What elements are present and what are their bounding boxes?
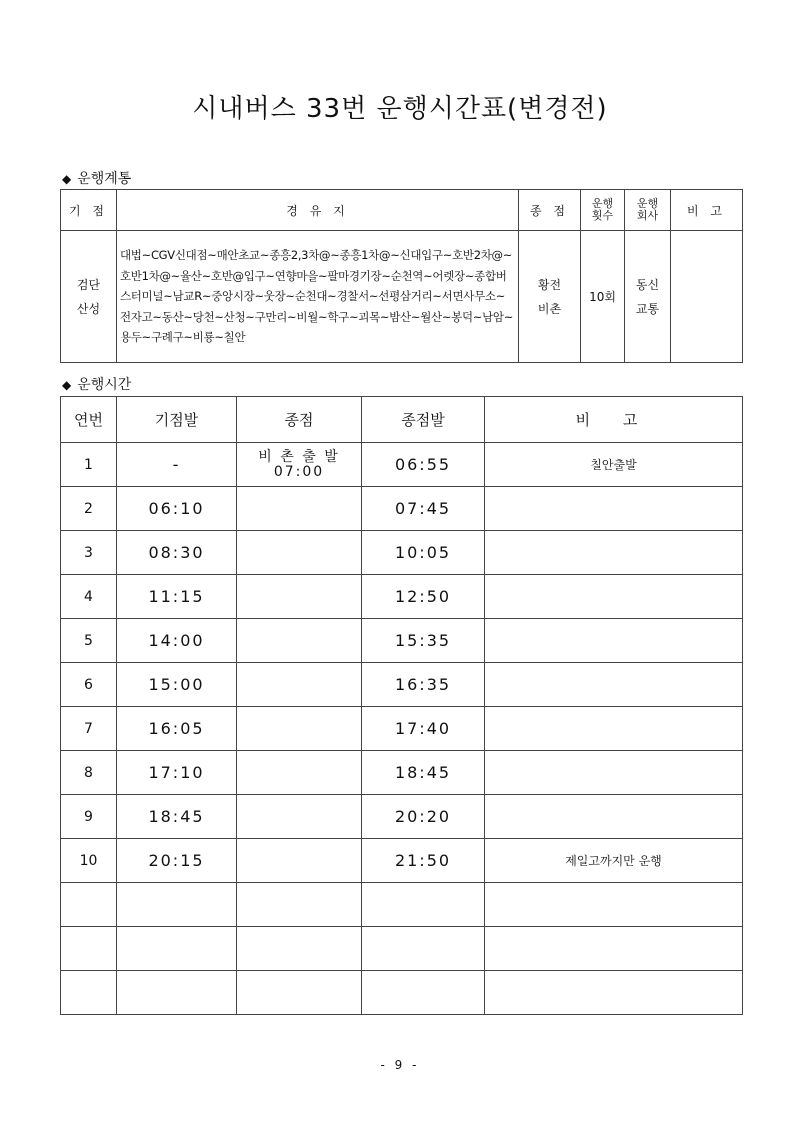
table-row <box>61 971 743 1015</box>
table-row <box>61 575 743 619</box>
row-number-cell: 4 <box>61 575 117 619</box>
note-cell <box>485 707 743 751</box>
table-row <box>61 751 743 795</box>
terminus-cell <box>237 927 362 971</box>
row-number-cell: 2 <box>61 487 117 531</box>
header-terminus: 종 점 <box>519 190 581 231</box>
row-number-cell: 3 <box>61 531 117 575</box>
terminus-cell <box>237 619 362 663</box>
note-cell <box>485 751 743 795</box>
table-row <box>61 443 743 487</box>
terminus-depart-time-cell: 18:45 <box>362 751 485 795</box>
terminus-cell <box>237 707 362 751</box>
diamond-bullet-icon: ◆ <box>62 378 72 392</box>
row-number-cell: 1 <box>61 443 117 487</box>
header-terminus: 종점 <box>237 397 362 443</box>
terminus-cell <box>237 663 362 707</box>
note-cell <box>485 531 743 575</box>
route-header-row <box>61 190 743 231</box>
depart-time-cell: 16:05 <box>117 707 237 751</box>
terminus-depart-time-cell: 16:35 <box>362 663 485 707</box>
table-row <box>61 927 743 971</box>
terminus-depart-time-cell: 17:40 <box>362 707 485 751</box>
terminus-cell <box>237 531 362 575</box>
table-row <box>61 619 743 663</box>
header-runs: 운행 횟수 <box>581 190 625 231</box>
row-number-cell: 7 <box>61 707 117 751</box>
header-company: 운행 회사 <box>625 190 671 231</box>
note-cell <box>485 971 743 1015</box>
terminus-depart-time-cell: 20:20 <box>362 795 485 839</box>
schedule-table <box>60 396 743 1015</box>
schedule-body <box>61 443 743 1015</box>
depart-time-cell: 06:10 <box>117 487 237 531</box>
terminus-cell <box>237 971 362 1015</box>
terminus-cell: 비 촌 출 발 07:00 <box>237 443 362 487</box>
note-cell <box>485 663 743 707</box>
company-line: 교통 <box>635 301 660 316</box>
header-origin: 기 점 <box>61 190 117 231</box>
origin-cell <box>61 231 117 363</box>
table-row <box>61 707 743 751</box>
table-row <box>61 795 743 839</box>
terminus-depart-time-cell: 21:50 <box>362 839 485 883</box>
depart-time-cell: 20:15 <box>117 839 237 883</box>
terminus-depart-time-cell <box>362 927 485 971</box>
terminus-line: 비촌 <box>537 301 562 316</box>
terminus-cell <box>237 839 362 883</box>
origin-line: 산성 <box>76 301 101 316</box>
route-section-heading <box>62 168 131 188</box>
route-section-label: 운행계통 <box>77 171 132 187</box>
terminus-line: 황전 <box>537 277 562 292</box>
terminus-depart-time-cell: 15:35 <box>362 619 485 663</box>
terminus-depart-time-cell: 12:50 <box>362 575 485 619</box>
schedule-section-label: 운행시간 <box>77 377 132 393</box>
runs-cell: 10회 <box>581 231 625 363</box>
table-row <box>61 531 743 575</box>
depart-time-cell <box>117 927 237 971</box>
note-cell <box>485 795 743 839</box>
header-terminus-depart: 종점발 <box>362 397 485 443</box>
terminus-depart-time-cell <box>362 883 485 927</box>
row-number-cell <box>61 971 117 1015</box>
table-row <box>61 487 743 531</box>
via-stops-cell: 대법~CGV신대점~매안초교~종흥2,3차@~종흥1차@~신대입구~호반2차@~호반1차@~율산~호반@입구~연향마을~팔마경기장~순천역~어렛장~종합버스터미널~남교R~중앙시장~웃장~순천대~경찰서~선평삼거리~서면사무소~전자고~동산~당천~산청~구만리~비월~학구~괴목~밤산~월산~봉덕~남암~용두~구례구~비룡~칠안 <box>117 231 519 363</box>
page-title: 시내버스 33번 운행시간표(변경전) <box>192 94 608 124</box>
depart-time-cell <box>117 971 237 1015</box>
depart-time-cell: 08:30 <box>117 531 237 575</box>
header-note: 비 고 <box>485 397 743 443</box>
row-number-cell <box>61 927 117 971</box>
depart-time-cell <box>117 883 237 927</box>
note-cell: 제일고까지만 운행 <box>485 839 743 883</box>
note-cell <box>485 487 743 531</box>
page-number: - 9 - <box>380 1058 420 1072</box>
diamond-bullet-icon: ◆ <box>62 172 72 186</box>
note-cell <box>485 575 743 619</box>
terminus-cell <box>519 231 581 363</box>
row-number-cell <box>61 883 117 927</box>
schedule-section-heading <box>62 374 131 394</box>
header-no: 연번 <box>61 397 117 443</box>
origin-line: 검단 <box>76 277 101 292</box>
terminus-depart-time-cell: 10:05 <box>362 531 485 575</box>
terminus-depart-time-cell: 06:55 <box>362 443 485 487</box>
depart-time-cell: 18:45 <box>117 795 237 839</box>
terminus-cell <box>237 751 362 795</box>
depart-time-cell: - <box>117 443 237 487</box>
company-line: 동신 <box>635 277 660 292</box>
table-row <box>61 663 743 707</box>
row-number-cell: 6 <box>61 663 117 707</box>
header-depart: 기점발 <box>117 397 237 443</box>
company-cell <box>625 231 671 363</box>
row-number-cell: 9 <box>61 795 117 839</box>
depart-time-cell: 11:15 <box>117 575 237 619</box>
table-row <box>61 839 743 883</box>
schedule-header-row <box>61 397 743 443</box>
note-cell <box>485 927 743 971</box>
row-number-cell: 5 <box>61 619 117 663</box>
terminus-cell <box>237 575 362 619</box>
note-cell: 칠안출발 <box>485 443 743 487</box>
terminus-depart-time-cell: 07:45 <box>362 487 485 531</box>
terminus-cell <box>237 487 362 531</box>
note-cell <box>671 231 743 363</box>
depart-time-cell: 15:00 <box>117 663 237 707</box>
terminus-cell <box>237 795 362 839</box>
note-cell <box>485 619 743 663</box>
depart-time-cell: 14:00 <box>117 619 237 663</box>
header-via: 경 유 지 <box>117 190 519 231</box>
route-table <box>60 189 743 363</box>
terminus-cell <box>237 883 362 927</box>
table-row <box>61 883 743 927</box>
row-number-cell: 10 <box>61 839 117 883</box>
header-note: 비 고 <box>671 190 743 231</box>
note-cell <box>485 883 743 927</box>
route-row <box>61 231 743 363</box>
depart-time-cell: 17:10 <box>117 751 237 795</box>
row-number-cell: 8 <box>61 751 117 795</box>
terminus-depart-time-cell <box>362 971 485 1015</box>
